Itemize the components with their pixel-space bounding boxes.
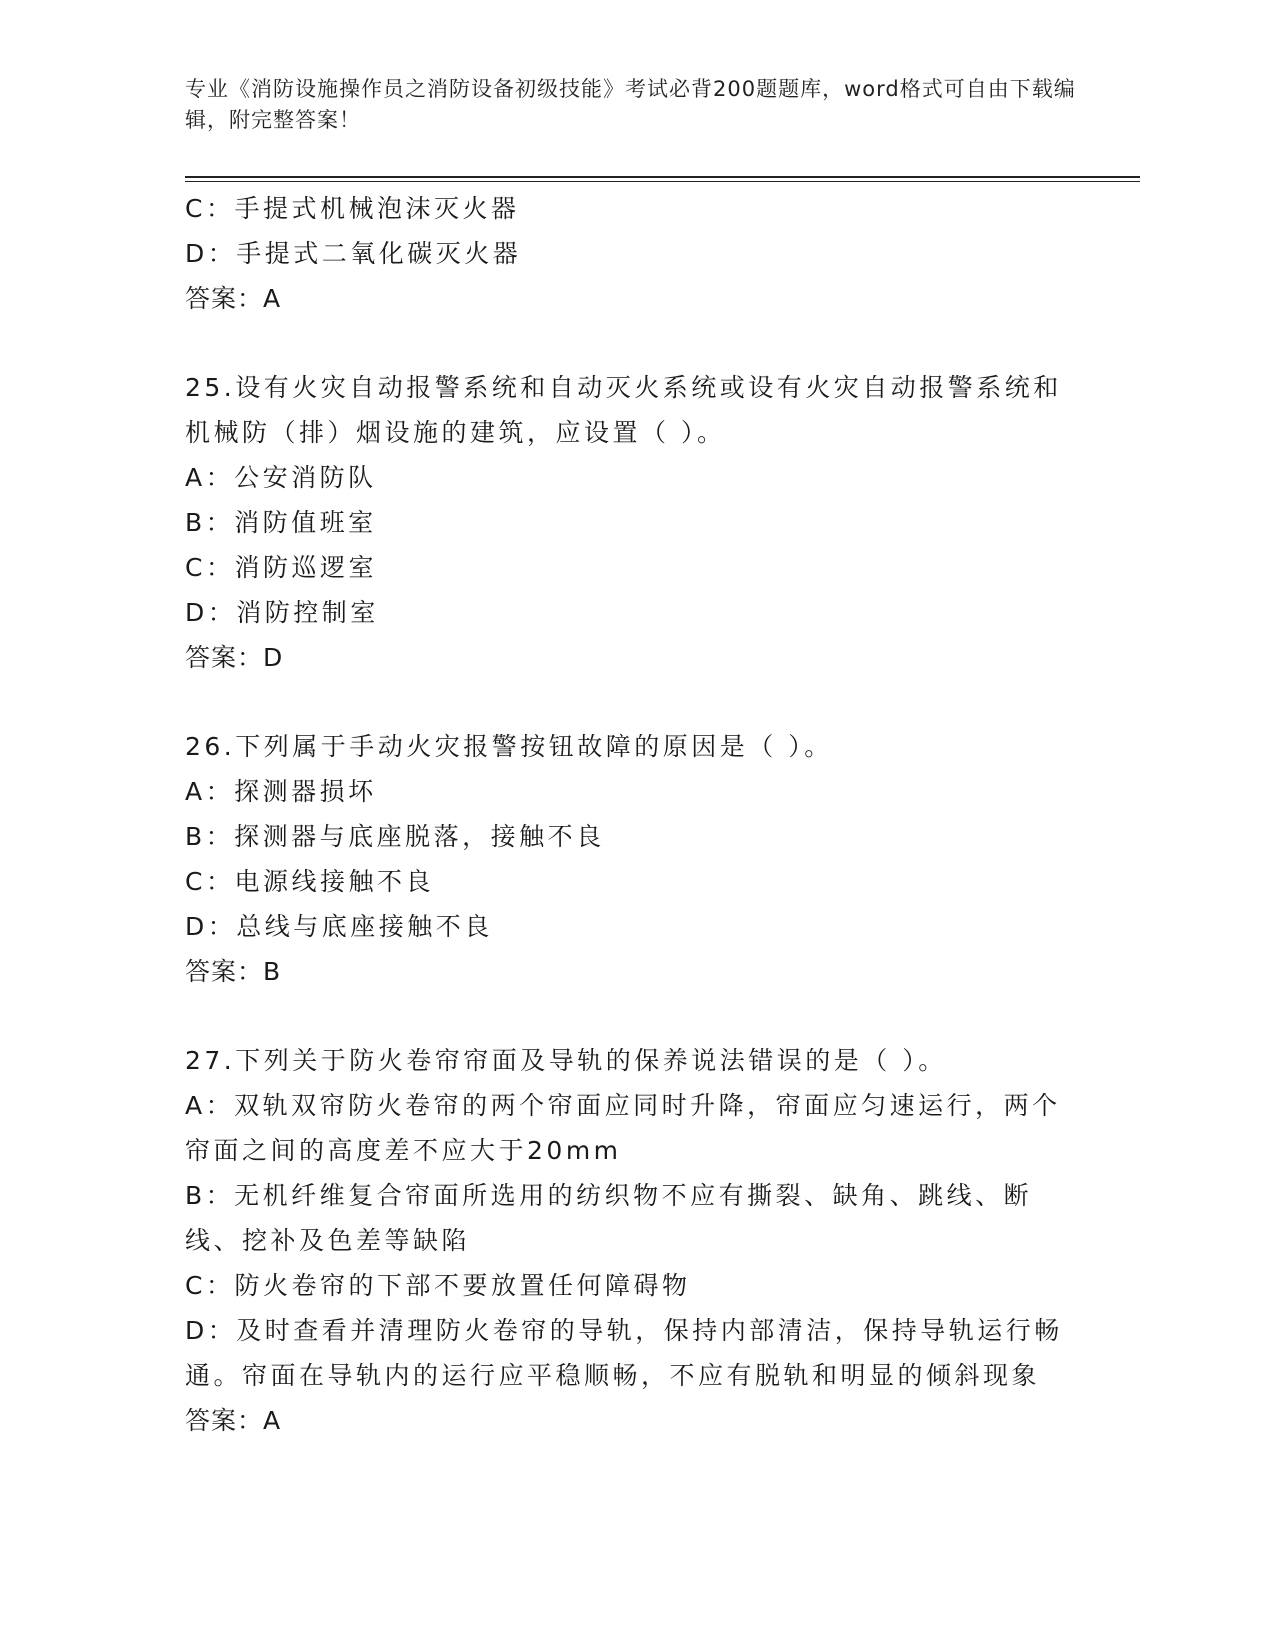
option-b: B：消防值班室 (185, 508, 377, 537)
answer-line (185, 949, 1065, 994)
option-c: C：电源线接触不良 (185, 867, 434, 896)
answer-value: B (263, 957, 282, 986)
prev-question-block (185, 186, 1065, 321)
answer-line (185, 276, 1065, 321)
option-c: C：手提式机械泡沫灭火器 (185, 194, 520, 223)
document-header: 专业《消防设施操作员之消防设备初级技能》考试必背200题题库，word格式可自由下载编辑，附完整答案！ (185, 77, 1076, 132)
option-d: D：及时查看并清理防火卷帘的导轨，保持内部清洁，保持导轨运行畅通。帘面在导轨内的运行应平稳顺畅，不应有脱轨和明显的倾斜现象 (185, 1316, 1063, 1390)
question-text: 25.设有火灾自动报警系统和自动灭火系统或设有火灾自动报警系统和机械防（排）烟设施的建筑，应设置（ ）。 (185, 373, 1062, 447)
answer-line (185, 1398, 1065, 1443)
option-a: A：探测器损坏 (185, 777, 377, 806)
answer-value: D (263, 643, 284, 672)
spacer (185, 680, 1065, 724)
answer-label: 答案： (185, 1406, 264, 1435)
option-d: D：手提式二氧化碳灭火器 (185, 239, 522, 268)
answer-line (185, 635, 1065, 680)
header-divider-thick (185, 176, 1140, 178)
answer-value: A (263, 1406, 282, 1435)
spacer (185, 994, 1065, 1038)
question-text: 26.下列属于手动火灾报警按钮故障的原因是（ ）。 (185, 732, 833, 761)
spacer (185, 321, 1065, 365)
answer-value: A (263, 284, 282, 313)
option-d: D：消防控制室 (185, 598, 379, 627)
question-list (185, 186, 1065, 1443)
answer-label: 答案： (185, 957, 264, 986)
header-divider-thin (185, 181, 1140, 182)
option-a: A：双轨双帘防火卷帘的两个帘面应同时升降，帘面应匀速运行，两个帘面之间的高度差不应大于20mm (185, 1091, 1061, 1165)
question-25 (185, 365, 1065, 680)
answer-label: 答案： (185, 643, 264, 672)
question-26 (185, 724, 1065, 994)
answer-label: 答案： (185, 284, 264, 313)
option-c: C：消防巡逻室 (185, 553, 377, 582)
question-27 (185, 1038, 1065, 1443)
option-c: C：防火卷帘的下部不要放置任何障碍物 (185, 1271, 691, 1300)
question-text: 27.下列关于防火卷帘帘面及导轨的保养说法错误的是（ ）。 (185, 1046, 947, 1075)
option-b: B：无机纤维复合帘面所选用的纺织物不应有撕裂、缺角、跳线、断线、挖补及色差等缺陷 (185, 1181, 1033, 1255)
option-b: B：探测器与底座脱落，接触不良 (185, 822, 605, 851)
option-a: A：公安消防队 (185, 463, 377, 492)
option-d: D：总线与底座接触不良 (185, 912, 493, 941)
